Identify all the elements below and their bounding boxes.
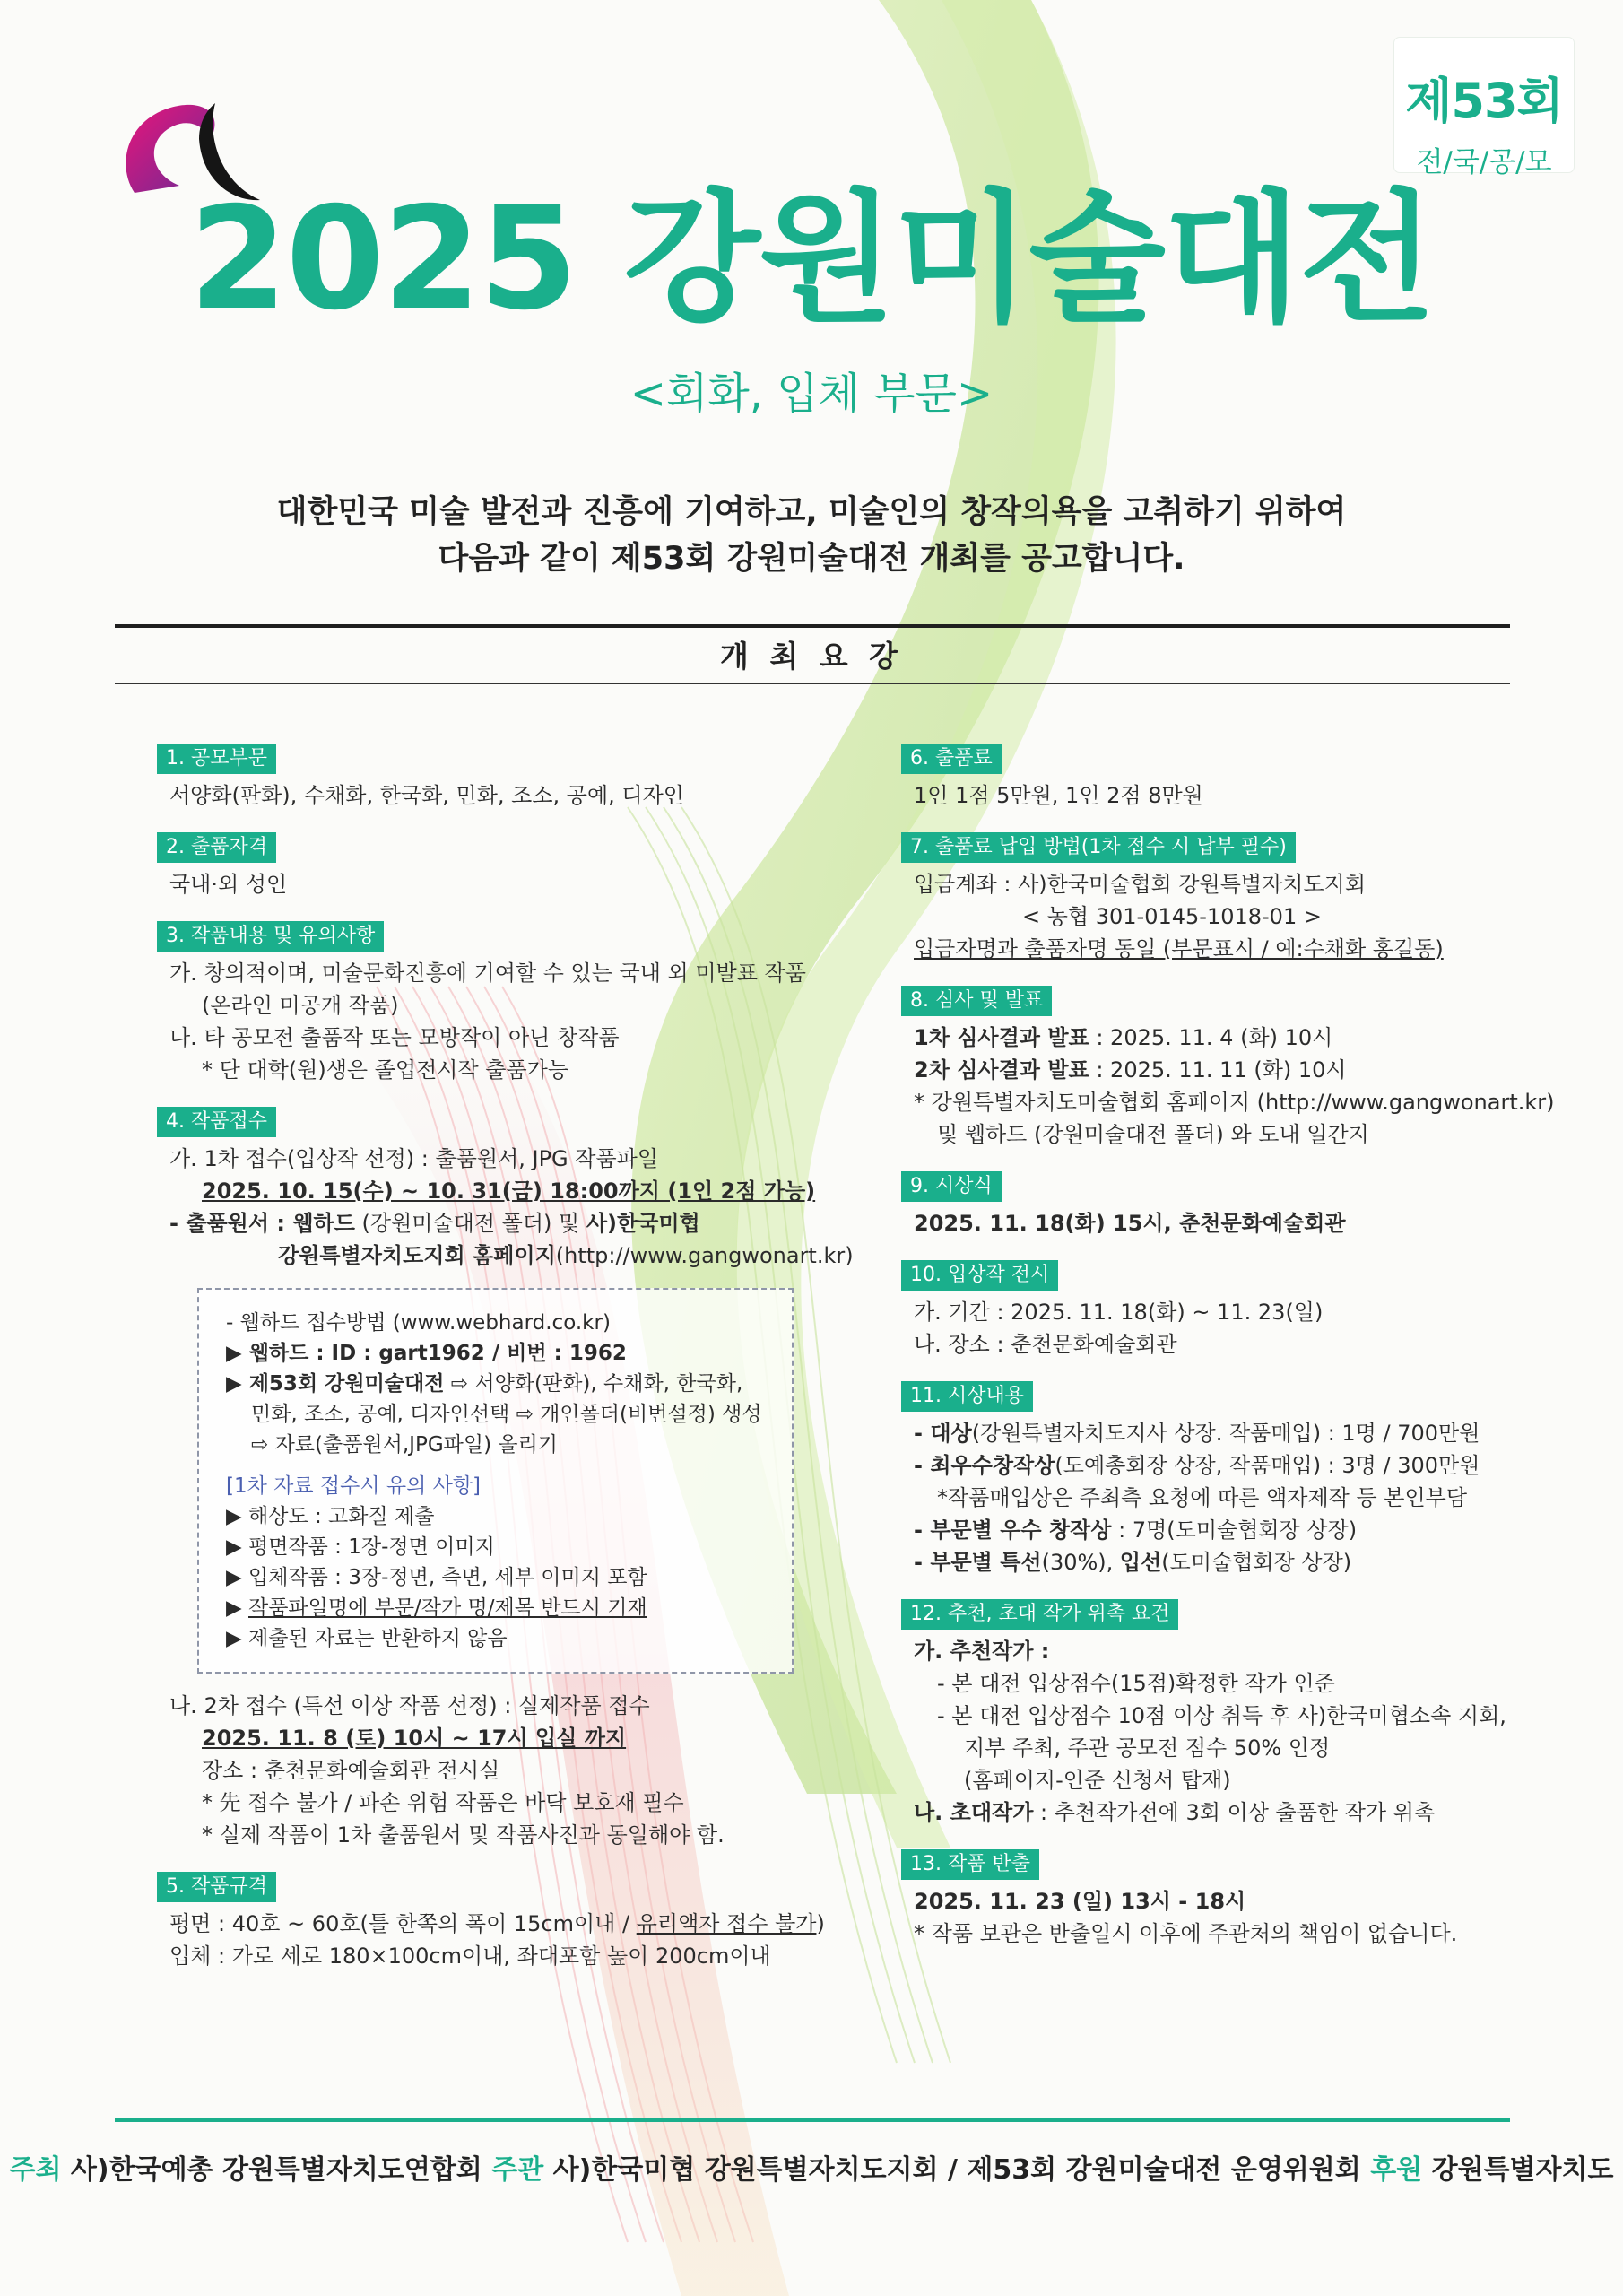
text-line — [901, 1449, 1529, 1482]
section-eligibility — [157, 830, 838, 900]
text: 평면 : 40호 ~ 60호(틀 한쪽의 폭이 15cm이내 / — [169, 1911, 637, 1936]
label: - 최우수창작상 — [914, 1453, 1055, 1478]
label: - 출품원서 : 웹하드 — [169, 1211, 355, 1236]
text-line — [901, 1796, 1529, 1829]
section-entry-fee — [901, 741, 1529, 812]
section-title: 9. 시상식 — [901, 1171, 1002, 1202]
text-line: 입금자명과 출품자명 동일 (부문표시 / 예:수채화 홍길동) — [914, 936, 1444, 961]
edition-number: 제53회 — [1405, 73, 1563, 129]
bullet: ▶ — [226, 1596, 248, 1620]
section-ceremony — [901, 1169, 1529, 1239]
text-line: 가. 추천작가 : — [914, 1639, 1050, 1664]
label: ▶ 제53회 강원미술대전 — [226, 1372, 445, 1396]
intro-line: 다음과 같이 제53회 강원미술대전 개최를 공고합니다. — [438, 541, 1185, 577]
text-line: 1인 1점 5만원, 1인 2점 8만원 — [914, 783, 1203, 808]
text-line — [901, 1054, 1529, 1086]
text-line: *작품매입상은 주최측 요청에 따른 액자제작 등 본인부담 — [937, 1485, 1468, 1510]
text-line: (홈페이지-인준 신청서 탑재) — [964, 1768, 1231, 1793]
text-line: 가. 1차 접수(입상작 선정) : 출품원서, JPG 작품파일 — [169, 1146, 659, 1171]
organizer-label: 주관 — [491, 2154, 544, 2186]
section-judging — [901, 983, 1555, 1151]
text-line: 및 웹하드 (강원미술대전 폴더) 와 도내 일간지 — [937, 1122, 1369, 1147]
text-line: - 본 대전 입상점수 10점 이상 취득 후 사)한국미협소속 지회, — [937, 1703, 1506, 1728]
text-line — [226, 1369, 772, 1399]
text-line: 나. 장소 : 춘천문화예술회관 — [914, 1332, 1177, 1357]
notice-item: ▶ 평면작품 : 1장-정면 이미지 — [226, 1535, 495, 1559]
section-pickup — [901, 1847, 1529, 1950]
label: - 부문별 우수 창작상 — [914, 1518, 1112, 1543]
notice-item: ▶ 제출된 자료는 반환하지 않음 — [226, 1627, 508, 1650]
text: : 추천작가전에 3회 이상 출품한 작가 위촉 — [1033, 1800, 1436, 1825]
right-column — [901, 741, 1555, 1968]
section-exhibition — [901, 1257, 1529, 1361]
webhard-instructions-box — [197, 1288, 794, 1674]
section-title: 6. 출품료 — [901, 744, 1002, 774]
section-title: 11. 시상내용 — [901, 1381, 1033, 1412]
section-category — [157, 741, 838, 812]
text-line: 2025. 11. 18(화) 15시, 춘천문화예술회관 — [914, 1211, 1346, 1236]
text: (강원특별자치도지사 상장. 작품매입) : 1명 / 700만원 — [971, 1421, 1480, 1446]
section-submission — [157, 1104, 854, 1851]
sponsor-name: 강원특별자치도 — [1422, 2154, 1614, 2186]
text-line: - 웹하드 접수방법 (www.webhard.co.kr) — [226, 1311, 611, 1335]
text-line: 나. 2차 접수 (특선 이상 작품 선정) : 실제작품 접수 — [169, 1693, 650, 1718]
text-line: 지부 주최, 주관 공모전 점수 50% 인정 — [964, 1735, 1331, 1761]
text-line: - 본 대전 입상점수(15점)확정한 작가 인준 — [937, 1671, 1335, 1696]
text-line: 서양화(판화), 수채화, 한국화, 민화, 조소, 공예, 디자인 — [169, 783, 684, 808]
website-url: (http://www.gangwonart.kr) — [555, 1243, 854, 1268]
footer-credits — [0, 2151, 1623, 2190]
notice-item: ▶ 해상도 : 고화질 제출 — [226, 1505, 435, 1528]
label: 사)한국미협 — [586, 1211, 700, 1236]
notice-item — [226, 1593, 772, 1623]
section-title: 1. 공모부문 — [157, 744, 276, 774]
text-line: * 先 접수 불가 / 파손 위험 작품은 바닥 보호재 필수 — [202, 1790, 684, 1815]
label: 나. 초대작가 — [914, 1800, 1034, 1825]
text-line: * 작품 보관은 반출일시 이후에 주관처의 책임이 없습니다. — [914, 1921, 1458, 1946]
text: : 2025. 11. 4 (화) 10시 — [1089, 1025, 1333, 1050]
section-content-notes — [157, 918, 838, 1086]
page-subtitle: <회화, 입체 부문> — [629, 369, 994, 419]
text-line: * 강원특별자치도미술협회 홈페이지 (http://www.gangwonart.kr) — [914, 1090, 1555, 1115]
text-line: 장소 : 춘천문화예술회관 전시실 — [202, 1758, 500, 1783]
section-title: 5. 작품규격 — [157, 1872, 276, 1902]
section-title: 12. 추천, 초대 작가 위촉 요건 — [901, 1599, 1178, 1630]
organizer-name: 사)한국미협 강원특별자치도지회 / 제53회 강원미술대전 운영위원회 — [543, 2154, 1371, 2186]
label: 강원특별자치도지회 홈페이지 — [278, 1243, 556, 1268]
text-line: 입금계좌 : 사)한국미술협회 강원특별자치도지회 — [914, 872, 1367, 897]
text: ⇨ 서양화(판화), 수채화, 한국화, — [444, 1372, 743, 1396]
label: - 부문별 특선 — [914, 1550, 1042, 1575]
text-line: * 단 대학(원)생은 졸업전시작 출품가능 — [202, 1057, 569, 1083]
text-line — [157, 1239, 854, 1272]
text-line: 나. 타 공모전 출품작 또는 모방작이 아닌 창작품 — [169, 1025, 620, 1050]
divider — [115, 624, 1510, 628]
text-line — [901, 1022, 1529, 1054]
section-title: 4. 작품접수 — [157, 1107, 276, 1137]
second-round-dates: 2025. 11. 8 (토) 10시 ~ 17시 입실 까지 — [202, 1726, 627, 1751]
text: (강원미술대전 폴더) 및 — [354, 1211, 586, 1236]
section-heading: 개 최 요 강 — [720, 639, 903, 674]
webhard-credentials: ▶ 웹하드 : ID : gart1962 / 비번 : 1962 — [226, 1342, 627, 1365]
label: 2차 심사결과 발표 — [914, 1057, 1089, 1083]
text-line — [157, 1908, 838, 1940]
text: 유리액자 접수 불가 — [636, 1911, 817, 1936]
text-line: ⇨ 자료(출품원서,JPG파일) 올리기 — [251, 1433, 559, 1457]
label: - 대상 — [914, 1421, 972, 1446]
text-line: 국내·외 성인 — [169, 872, 288, 897]
section-title: 2. 출품자격 — [157, 832, 276, 863]
text-line: * 실제 작품이 1차 출품원서 및 작품사진과 동일해야 함. — [202, 1822, 725, 1848]
text: (도미술협회장 상장) — [1161, 1550, 1352, 1575]
section-title: 8. 심사 및 발표 — [901, 986, 1052, 1016]
text-line — [901, 1514, 1529, 1546]
left-column — [157, 741, 854, 1990]
section-artist-requirements — [901, 1596, 1529, 1829]
nationwide-contest-label: 전/국/공/모 — [1416, 146, 1552, 178]
text-line: 2025. 11. 23 (일) 13시 - 18시 — [914, 1889, 1246, 1914]
sponsor-label: 후원 — [1370, 2154, 1423, 2186]
intro-line: 대한민국 미술 발전과 진흥에 기여하고, 미술인의 창작의욕을 고취하기 위하여 — [276, 494, 1347, 530]
text: (도예총회장 상장, 작품매입) : 3명 / 300만원 — [1055, 1453, 1480, 1478]
section-title: 7. 출품료 납입 방법(1차 접수 시 납부 필수) — [901, 832, 1296, 863]
notice-item: ▶ 입체작품 : 3장-정면, 측면, 세부 이미지 포함 — [226, 1566, 647, 1589]
section-title: 10. 입상작 전시 — [901, 1260, 1058, 1291]
text-line: 가. 기간 : 2025. 11. 18(화) ~ 11. 23(일) — [914, 1300, 1324, 1325]
text: : 7명(도미술협회장 상장) — [1111, 1518, 1358, 1543]
intro-text — [0, 489, 1623, 582]
text-line: (온라인 미공개 작품) — [202, 993, 399, 1018]
text-line: 민화, 조소, 공예, 디자인선택 ⇨ 개인폴더(비번설정) 생성 — [251, 1403, 762, 1426]
section-title: 13. 작품 반출 — [901, 1849, 1039, 1880]
first-round-dates: 2025. 10. 15(수) ~ 10. 31(금) 18:00까지 (1인 2점 가능) — [202, 1178, 816, 1204]
notice-title: [1차 자료 접수시 유의 사항] — [226, 1474, 482, 1498]
host-label: 주최 — [9, 2154, 62, 2186]
text-line — [901, 1417, 1529, 1449]
text: (30%), — [1041, 1550, 1120, 1575]
text-line — [901, 1546, 1529, 1578]
edition-badge — [1394, 38, 1574, 178]
label: 1차 심사결과 발표 — [914, 1025, 1089, 1050]
text-line — [157, 1207, 838, 1239]
section-payment — [901, 830, 1529, 965]
section-title: 3. 작품내용 및 유의사항 — [157, 921, 384, 952]
divider — [115, 2118, 1510, 2122]
text: 작품파일명에 부문/작가 명/제목 반드시 기재 — [248, 1596, 647, 1620]
text-line: 입체 : 가로 세로 180×100cm이내, 좌대포함 높이 200cm이내 — [169, 1944, 771, 1969]
page-title: 2025 강원미술대전 — [188, 177, 1435, 342]
label: 입선 — [1119, 1550, 1162, 1575]
section-specs — [157, 1869, 838, 1972]
text-line: 가. 창의적이며, 미술문화진흥에 기여할 수 있는 국내 외 미발표 작품 — [169, 961, 806, 986]
section-awards — [901, 1378, 1529, 1578]
divider — [115, 683, 1510, 684]
bank-account: < 농협 301-0145-1018-01 > — [1022, 904, 1322, 929]
host-name: 사)한국예총 강원특별자치도연합회 — [61, 2154, 492, 2186]
text: : 2025. 11. 11 (화) 10시 — [1089, 1057, 1347, 1083]
text: ) — [816, 1911, 825, 1936]
